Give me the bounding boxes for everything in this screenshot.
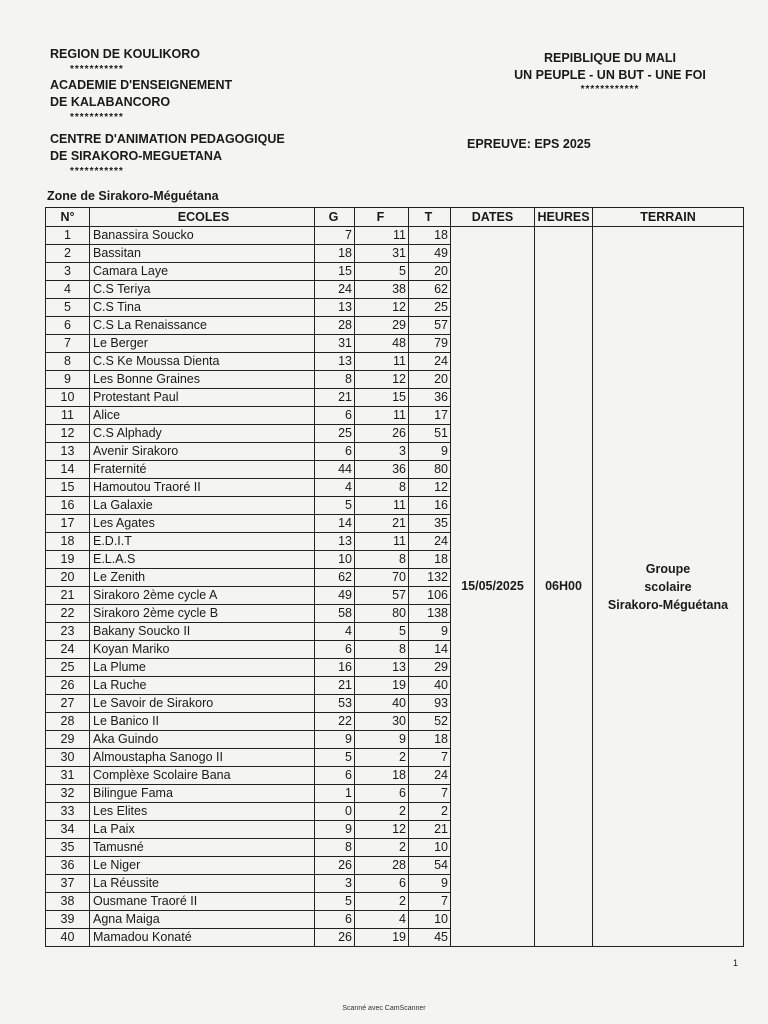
school-name: Le Zenith	[90, 569, 315, 587]
header-terrain: TERRAIN	[593, 208, 744, 227]
count-filles: 57	[355, 587, 409, 605]
count-garcons: 26	[315, 857, 355, 875]
school-name: Almoustapha Sanogo II	[90, 749, 315, 767]
row-number: 37	[46, 875, 90, 893]
count-garcons: 3	[315, 875, 355, 893]
row-number: 9	[46, 371, 90, 389]
row-number: 33	[46, 803, 90, 821]
count-filles: 29	[355, 317, 409, 335]
count-total: 132	[409, 569, 451, 587]
count-total: 35	[409, 515, 451, 533]
school-name: C.S Teriya	[90, 281, 315, 299]
count-garcons: 44	[315, 461, 355, 479]
count-garcons: 24	[315, 281, 355, 299]
row-number: 6	[46, 317, 90, 335]
row-number: 27	[46, 695, 90, 713]
count-total: 52	[409, 713, 451, 731]
count-garcons: 14	[315, 515, 355, 533]
centre-title-line1: CENTRE D'ANIMATION PEDAGOGIQUE	[50, 132, 285, 146]
separator-stars: ************	[580, 84, 640, 95]
header-t: T	[409, 208, 451, 227]
count-garcons: 13	[315, 353, 355, 371]
count-total: 10	[409, 911, 451, 929]
count-filles: 3	[355, 443, 409, 461]
count-filles: 11	[355, 533, 409, 551]
school-name: Les Elites	[90, 803, 315, 821]
row-number: 2	[46, 245, 90, 263]
count-total: 25	[409, 299, 451, 317]
count-filles: 2	[355, 803, 409, 821]
school-name: Camara Laye	[90, 263, 315, 281]
count-filles: 2	[355, 893, 409, 911]
school-name: La Galaxie	[90, 497, 315, 515]
row-number: 40	[46, 929, 90, 947]
school-name: C.S Alphady	[90, 425, 315, 443]
count-garcons: 28	[315, 317, 355, 335]
count-total: 7	[409, 785, 451, 803]
school-name: E.D.I.T	[90, 533, 315, 551]
count-filles: 11	[355, 497, 409, 515]
count-total: 7	[409, 749, 451, 767]
schedule-table	[45, 207, 744, 947]
count-garcons: 7	[315, 227, 355, 245]
epreuve-title: EPREUVE: EPS 2025	[467, 137, 591, 151]
row-number: 18	[46, 533, 90, 551]
count-garcons: 1	[315, 785, 355, 803]
school-name: C.S Tina	[90, 299, 315, 317]
row-number: 13	[46, 443, 90, 461]
count-filles: 26	[355, 425, 409, 443]
count-garcons: 6	[315, 407, 355, 425]
centre-title-line2: DE SIRAKORO-MEGUETANA	[50, 149, 222, 163]
row-number: 15	[46, 479, 90, 497]
school-name: Sirakoro 2ème cycle B	[90, 605, 315, 623]
count-garcons: 10	[315, 551, 355, 569]
count-total: 14	[409, 641, 451, 659]
count-garcons: 31	[315, 335, 355, 353]
school-name: Bassitan	[90, 245, 315, 263]
count-total: 49	[409, 245, 451, 263]
exam-time: 06H00	[535, 227, 593, 947]
page-number: 1	[733, 958, 739, 968]
school-name: Le Berger	[90, 335, 315, 353]
republique-title: REPIBLIQUE DU MALI	[544, 51, 676, 65]
zone-title: Zone de Sirakoro-Méguétana	[47, 189, 219, 203]
count-filles: 5	[355, 623, 409, 641]
school-name: Koyan Mariko	[90, 641, 315, 659]
count-filles: 80	[355, 605, 409, 623]
count-garcons: 25	[315, 425, 355, 443]
count-filles: 18	[355, 767, 409, 785]
count-total: 138	[409, 605, 451, 623]
count-total: 24	[409, 353, 451, 371]
exam-terrain	[593, 227, 744, 947]
count-filles: 11	[355, 353, 409, 371]
count-filles: 12	[355, 299, 409, 317]
scanner-footer: Scanné avec CamScanner	[342, 1005, 426, 1012]
row-number: 17	[46, 515, 90, 533]
count-filles: 8	[355, 641, 409, 659]
count-garcons: 8	[315, 371, 355, 389]
school-name: Mamadou Konaté	[90, 929, 315, 947]
row-number: 31	[46, 767, 90, 785]
count-total: 24	[409, 533, 451, 551]
count-filles: 12	[355, 821, 409, 839]
school-name: Le Niger	[90, 857, 315, 875]
school-name: Le Savoir de Sirakoro	[90, 695, 315, 713]
count-total: 18	[409, 551, 451, 569]
count-total: 79	[409, 335, 451, 353]
row-number: 16	[46, 497, 90, 515]
count-total: 18	[409, 227, 451, 245]
count-filles: 30	[355, 713, 409, 731]
count-total: 106	[409, 587, 451, 605]
header-heures: HEURES	[535, 208, 593, 227]
count-garcons: 6	[315, 641, 355, 659]
row-number: 7	[46, 335, 90, 353]
count-filles: 19	[355, 677, 409, 695]
row-number: 4	[46, 281, 90, 299]
count-filles: 13	[355, 659, 409, 677]
row-number: 10	[46, 389, 90, 407]
count-garcons: 13	[315, 533, 355, 551]
count-total: 57	[409, 317, 451, 335]
header-dates: DATES	[451, 208, 535, 227]
school-name: Agna Maiga	[90, 911, 315, 929]
school-name: Hamoutou Traoré II	[90, 479, 315, 497]
header-ecoles: ECOLES	[90, 208, 315, 227]
count-garcons: 4	[315, 623, 355, 641]
count-garcons: 0	[315, 803, 355, 821]
row-number: 30	[46, 749, 90, 767]
count-total: 62	[409, 281, 451, 299]
table-header-row	[46, 208, 744, 227]
terrain-line: Sirakoro-Méguétana	[607, 597, 729, 612]
count-garcons: 6	[315, 443, 355, 461]
school-name: Sirakoro 2ème cycle A	[90, 587, 315, 605]
count-total: 9	[409, 443, 451, 461]
school-name: Protestant Paul	[90, 389, 315, 407]
row-number: 22	[46, 605, 90, 623]
row-number: 20	[46, 569, 90, 587]
school-name: Les Bonne Graines	[90, 371, 315, 389]
count-garcons: 53	[315, 695, 355, 713]
count-total: 36	[409, 389, 451, 407]
row-number: 21	[46, 587, 90, 605]
count-garcons: 4	[315, 479, 355, 497]
row-number: 26	[46, 677, 90, 695]
school-name: Aka Guindo	[90, 731, 315, 749]
count-garcons: 5	[315, 893, 355, 911]
count-total: 12	[409, 479, 451, 497]
count-filles: 11	[355, 407, 409, 425]
school-name: C.S Ke Moussa Dienta	[90, 353, 315, 371]
row-number: 35	[46, 839, 90, 857]
row-number: 38	[46, 893, 90, 911]
count-filles: 48	[355, 335, 409, 353]
count-filles: 11	[355, 227, 409, 245]
count-total: 16	[409, 497, 451, 515]
row-number: 32	[46, 785, 90, 803]
count-total: 9	[409, 875, 451, 893]
count-garcons: 62	[315, 569, 355, 587]
school-name: Bakany Soucko II	[90, 623, 315, 641]
count-garcons: 9	[315, 821, 355, 839]
count-garcons: 6	[315, 767, 355, 785]
count-total: 21	[409, 821, 451, 839]
count-garcons: 8	[315, 839, 355, 857]
count-total: 80	[409, 461, 451, 479]
count-filles: 21	[355, 515, 409, 533]
count-garcons: 16	[315, 659, 355, 677]
terrain-line: scolaire	[644, 579, 692, 594]
school-name: E.L.A.S	[90, 551, 315, 569]
count-filles: 31	[355, 245, 409, 263]
count-garcons: 15	[315, 263, 355, 281]
school-name: La Plume	[90, 659, 315, 677]
count-filles: 15	[355, 389, 409, 407]
row-number: 1	[46, 227, 90, 245]
school-name: Banassira Soucko	[90, 227, 315, 245]
count-filles: 4	[355, 911, 409, 929]
count-garcons: 13	[315, 299, 355, 317]
count-filles: 9	[355, 731, 409, 749]
row-number: 14	[46, 461, 90, 479]
terrain-line: Groupe	[645, 561, 691, 576]
school-name: Les Agates	[90, 515, 315, 533]
count-garcons: 26	[315, 929, 355, 947]
count-total: 40	[409, 677, 451, 695]
school-name: La Ruche	[90, 677, 315, 695]
row-number: 23	[46, 623, 90, 641]
count-filles: 2	[355, 839, 409, 857]
row-number: 3	[46, 263, 90, 281]
school-name: Alice	[90, 407, 315, 425]
count-garcons: 58	[315, 605, 355, 623]
count-garcons: 21	[315, 389, 355, 407]
table-body	[46, 227, 744, 947]
school-name: C.S La Renaissance	[90, 317, 315, 335]
row-number: 25	[46, 659, 90, 677]
count-garcons: 9	[315, 731, 355, 749]
row-number: 34	[46, 821, 90, 839]
count-total: 7	[409, 893, 451, 911]
school-name: Le Banico II	[90, 713, 315, 731]
count-total: 17	[409, 407, 451, 425]
count-total: 24	[409, 767, 451, 785]
count-garcons: 22	[315, 713, 355, 731]
count-filles: 6	[355, 875, 409, 893]
region-title: REGION DE KOULIKORO	[50, 47, 201, 61]
header-left	[50, 46, 285, 179]
row-number: 24	[46, 641, 90, 659]
count-filles: 8	[355, 551, 409, 569]
academie-title-line1: ACADEMIE D'ENSEIGNEMENT	[50, 78, 233, 92]
exam-date: 15/05/2025	[451, 227, 535, 947]
row-number: 5	[46, 299, 90, 317]
count-garcons: 5	[315, 749, 355, 767]
count-filles: 70	[355, 569, 409, 587]
school-name: Complèxe Scolaire Bana	[90, 767, 315, 785]
school-name: La Paix	[90, 821, 315, 839]
count-total: 29	[409, 659, 451, 677]
table-row	[46, 227, 744, 245]
count-total: 18	[409, 731, 451, 749]
header-g: G	[315, 208, 355, 227]
count-total: 20	[409, 263, 451, 281]
devise: UN PEUPLE - UN BUT - UNE FOI	[514, 68, 706, 82]
count-garcons: 5	[315, 497, 355, 515]
row-number: 19	[46, 551, 90, 569]
school-name: Bilingue Fama	[90, 785, 315, 803]
row-number: 29	[46, 731, 90, 749]
row-number: 28	[46, 713, 90, 731]
count-filles: 19	[355, 929, 409, 947]
count-filles: 28	[355, 857, 409, 875]
count-total: 10	[409, 839, 451, 857]
school-name: La Réussite	[90, 875, 315, 893]
separator-stars: ***********	[70, 112, 124, 123]
count-total: 9	[409, 623, 451, 641]
school-name: Avenir Sirakoro	[90, 443, 315, 461]
count-filles: 12	[355, 371, 409, 389]
header-number: N°	[46, 208, 90, 227]
academie-title-line2: DE KALABANCORO	[50, 95, 171, 109]
header-f: F	[355, 208, 409, 227]
count-total: 20	[409, 371, 451, 389]
count-total: 51	[409, 425, 451, 443]
count-total: 54	[409, 857, 451, 875]
count-filles: 40	[355, 695, 409, 713]
separator-stars: ***********	[70, 166, 124, 177]
school-name: Fraternité	[90, 461, 315, 479]
row-number: 11	[46, 407, 90, 425]
count-filles: 2	[355, 749, 409, 767]
header-right	[500, 50, 720, 96]
school-name: Tamusné	[90, 839, 315, 857]
count-total: 93	[409, 695, 451, 713]
count-filles: 5	[355, 263, 409, 281]
row-number: 8	[46, 353, 90, 371]
count-garcons: 21	[315, 677, 355, 695]
row-number: 39	[46, 911, 90, 929]
count-filles: 8	[355, 479, 409, 497]
separator-stars: ***********	[70, 64, 124, 75]
row-number: 36	[46, 857, 90, 875]
count-filles: 6	[355, 785, 409, 803]
count-filles: 36	[355, 461, 409, 479]
count-garcons: 49	[315, 587, 355, 605]
count-garcons: 18	[315, 245, 355, 263]
count-total: 45	[409, 929, 451, 947]
count-garcons: 6	[315, 911, 355, 929]
school-name: Ousmane Traoré II	[90, 893, 315, 911]
count-total: 2	[409, 803, 451, 821]
count-filles: 38	[355, 281, 409, 299]
row-number: 12	[46, 425, 90, 443]
